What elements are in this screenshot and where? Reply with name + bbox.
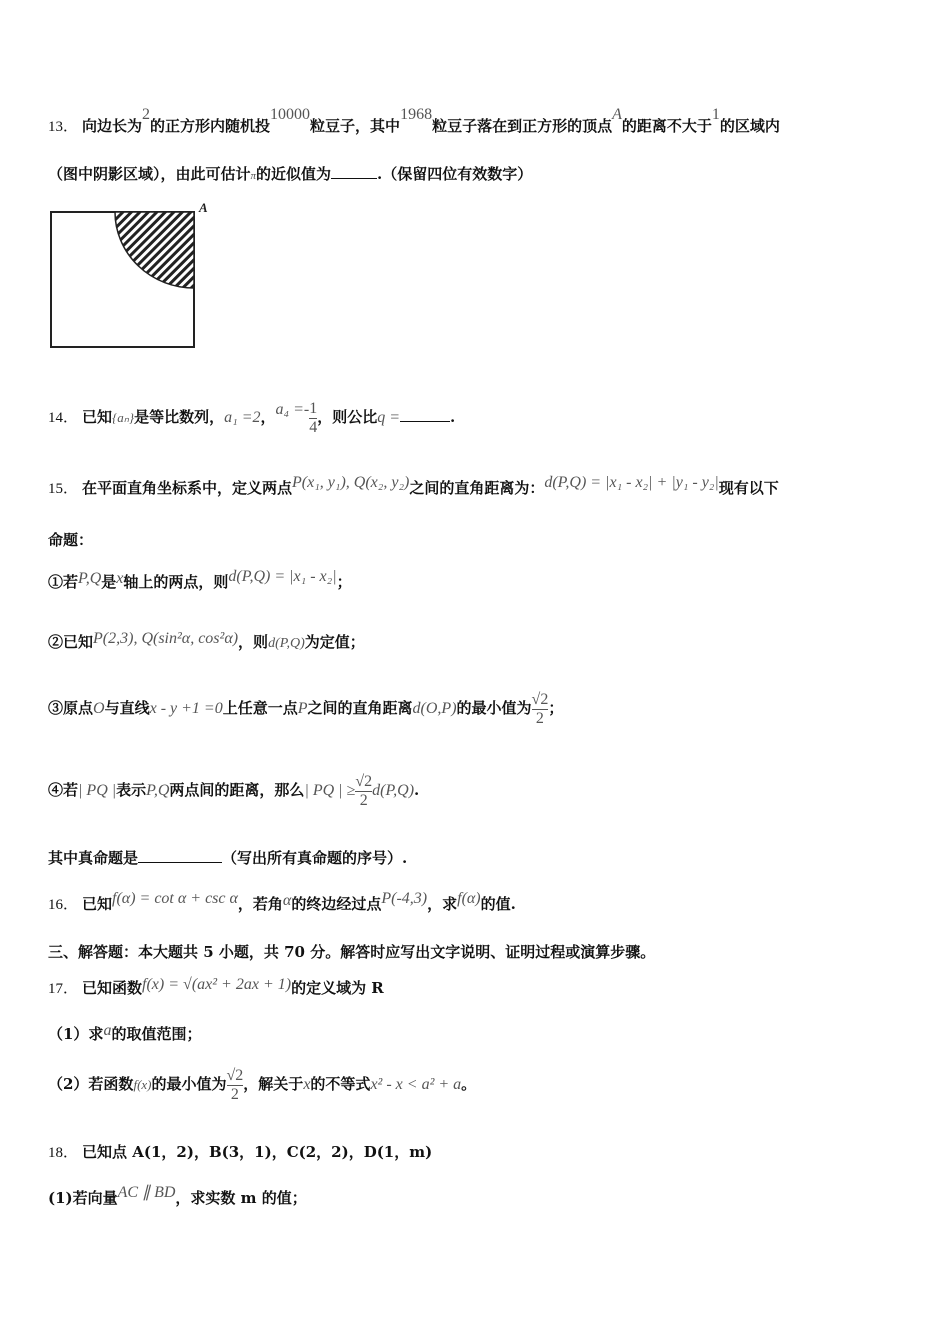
q15-item3: ③原点O与直线x - y +1 =0上任意一点P之间的直角距离d(O,P)的最小值为 $\frac{√2}{2}$ ； — [48, 690, 564, 727]
q13-line2: （图中阴影区域），由此可估计π的近似值为 .（保留四位有效数字） — [48, 165, 533, 183]
math-side-length: 2 — [142, 106, 151, 123]
fraction-sqrt2-over-2: $\frac{√2}{2}$ — [226, 1066, 244, 1103]
fraction-sqrt2-over-2: $\frac{√2}{2}$ — [531, 690, 549, 727]
shaded-square-figure — [48, 200, 223, 352]
vertex-label-a: A — [199, 200, 208, 215]
q13-line1: 13． 向边长为2的正方形内随机投10000粒豆子，其中1968粒豆子落在到正方形的顶点A的距离不大于1的区域内 — [48, 106, 780, 135]
math-bean-count: 1968 — [400, 106, 433, 123]
q15-line2: 命题： — [48, 531, 94, 549]
q15-answer-line: 其中真命题是 （写出所有真命题的序号）. — [48, 849, 408, 867]
math-pi: π — [250, 170, 257, 182]
q17-line: 17． 已知函数f(x) = √(ax² + 2ax + 1)的定义域为 R — [48, 976, 384, 997]
math-q: q = — [377, 409, 400, 426]
math-vertex-a: A — [612, 106, 622, 123]
q14-line: 14． 已知{aₙ}是等比数列，a₁ =2，a₄ =- $\frac{1}{4}$ ，则公比q = . — [48, 399, 456, 436]
math-a1: a₁ =2 — [224, 409, 261, 426]
answer-blank — [400, 407, 450, 422]
fraction-sqrt2-over-2: $\frac{√2}{2}$ — [355, 772, 373, 809]
q17-part2: （2）若函数f(x)的最小值为 $\frac{√2}{2}$ ，解关于x的不等式x² - x < a² + a。 — [48, 1066, 477, 1103]
math-distance: 1 — [711, 106, 720, 123]
answer-blank — [138, 848, 222, 863]
math-sequence: {aₙ} — [112, 410, 135, 425]
q15-item2: ②已知P(2,3), Q(sin²α, cos²α)，则d(P,Q)为定值； — [48, 630, 365, 651]
q15-item4: ④若| PQ |表示P,Q两点间的距离，那么| PQ | ≥ $\frac{√2}{2}$ d(P,Q). — [48, 772, 420, 809]
q15-item1: ①若P,Q是x轴上的两点，则d(P,Q) = |x₁ - x₂|； — [48, 568, 352, 591]
answer-blank — [331, 164, 377, 179]
q15-line1: 15． 在平面直角坐标系中，定义两点P(x₁, y₁), Q(x₂, y₂)之间的直角距离为：d(P,Q) = |x₁ - x₂| + |y₁ - y₂|现有以下 — [48, 474, 779, 497]
q17-part1: （1）求a的取值范围； — [48, 1022, 202, 1043]
q18-part1: (1)若向量AC ∥ BD，求实数 m 的值； — [48, 1184, 307, 1207]
math-points: P(x₁, y₁), Q(x₂, y₂) — [292, 474, 410, 491]
q18-line: 18． 已知点 A(1，2)，B(3，1)，C(2，2)，D(1，m) — [48, 1143, 433, 1161]
fraction-one-quarter: $\frac{1}{4}$ — [309, 399, 318, 436]
math-definition: d(P,Q) = |x₁ - x₂| + |y₁ - y₂| — [544, 474, 719, 491]
q16-line: 16． 已知f(α) = cot α + csc α，若角α的终边经过点P(-4,3)，求f(α)的值. — [48, 890, 516, 913]
math-a4: a₄ =- — [275, 401, 310, 418]
math-total-beans: 10000 — [270, 106, 311, 123]
question-number: 13． — [48, 119, 79, 135]
section-three-heading: 三、解答题：本大题共 5 小题，共 70 分。解答时应写出文字说明、证明过程或演算步骤。 — [48, 943, 656, 961]
